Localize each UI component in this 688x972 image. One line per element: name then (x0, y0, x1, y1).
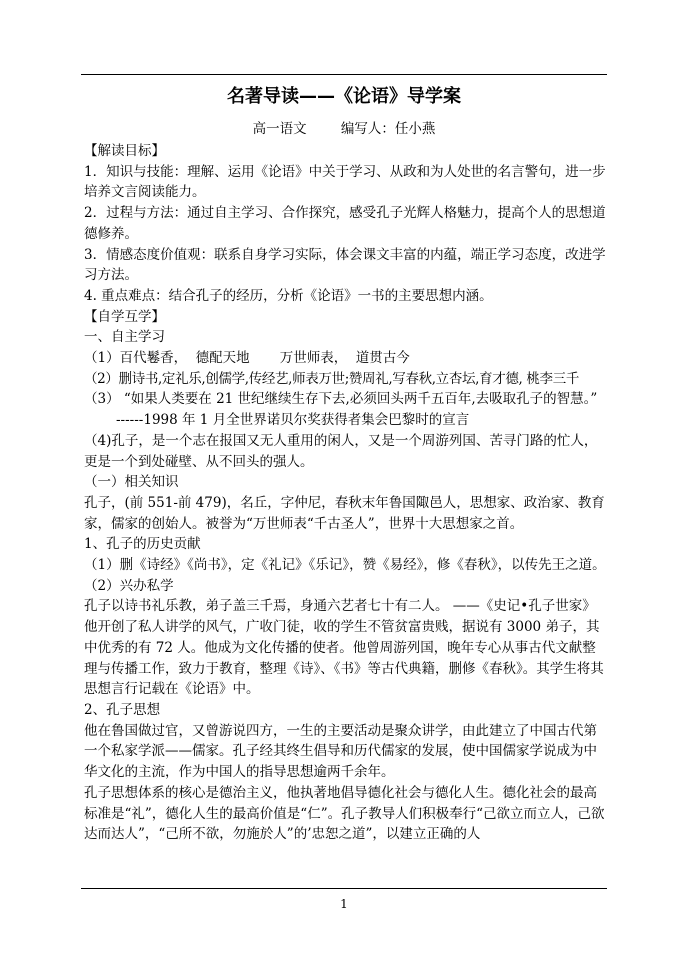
contribution-private-school: （2）兴办私学 (84, 577, 174, 594)
contribution-classics: （1）删《诗经》《尚书》，定《礼记》《乐记》，赞《易经》，修《春秋》，以传先王之道。 (84, 557, 606, 574)
item-3: （3） “如果人类要在 21 世纪继续生存下去,必须回头两千五百年,去吸取孔子的智慧。” (84, 391, 598, 408)
thought-paragraph-2: 孔子思想体系的核心是德治主义，他执著地倡导德化社会与德化人生。德化社会的最高标准是“礼”，德化人生的最高价值是“仁”。孔子教导人们积极奉行“己欲立而立人，己欲达而达人”，“己所不欲，勿施於人”的’忠恕之道”，以建立正确的人 (84, 784, 605, 843)
document-subtitle: 高一语文 编写人：任小燕 (252, 121, 436, 137)
subheading-related-knowledge: （一）相关知识 (84, 474, 179, 491)
document-title: 名著导读——《论语》导学案 (227, 86, 461, 107)
section-heading-self-study: 【自学互学】 (84, 308, 165, 325)
subheading-historical-contribution: 1、孔子的历史贡献 (84, 536, 201, 553)
header-rule (81, 74, 607, 75)
page-number: 1 (340, 897, 348, 911)
item-4: （4)孔子，是一个志在报国又无人重用的闲人，又是一个周游列国、苦寻门路的忙人，更是一个到处碰壁、从不回头的强人。 (84, 432, 598, 470)
document-body (84, 141, 606, 845)
item-1: （1）百代鬈香， 德配天地 万世师表， 道贯古今 (84, 350, 410, 367)
item-2: （2）删诗书,定礼乐,创儒学,传经艺,师表万世;赞周礼,写春秋,立杏坛,育才德, 桃李三千 (84, 370, 580, 387)
footer-rule (81, 888, 607, 889)
objective-focus: 4. 重点难点：结合孔子的经历，分析《论语》一书的主要思想内涵。 (84, 287, 493, 304)
subheading-confucian-thought: 2、孔子思想 (84, 701, 161, 718)
objective-attitude: 3．情感态度价值观：联系自身学习实际，体会课文丰富的内蕴，端正学习态度，改进学习方法。 (84, 246, 606, 284)
objective-process: 2．过程与方法：通过自主学习、合作探究，感受孔子光辉人格魅力，提高个人的思想道德修养。 (84, 205, 606, 242)
objective-knowledge: 1．知识与技能：理解、运用《论语》中关于学习、从政和为人处世的名言警句，进一步培养文言阅读能力。 (84, 163, 606, 201)
thought-paragraph-1: 他在鲁国做过官，又曾游说四方，一生的主要活动是聚众讲学，由此建立了中国古代第一个私家学派——儒家。孔子经其终生倡导和历代儒家的发展，使中国儒家学说成为中华文化的主流，作为中国人的指导思想逾两千余年。 (84, 722, 597, 781)
private-school-paragraph: 孔子以诗书礼乐教，弟子盖三千焉，身通六艺者七十有二人。 ——《史记•孔子世家》他开创了私人讲学的风气，广收门徒，收的学生不管贫富贵贱，据说有 3000 弟子，其中优秀的有 72 人。他成为文化传播的使者。他曾周游列国，晚年专心从事古代文献整理与传播工作，致力于教育，整理《诗》、《书》等古代典籍，删修《春秋》。其学生将其思想言行记载在《论语》中。 (84, 598, 604, 698)
subheading-autonomous-learning: 一、自主学习 (84, 329, 165, 346)
quote-source: ------1998 年 1 月全世界诺贝尔奖获得者集会巴黎时的宣言 (116, 412, 470, 429)
section-heading-objectives: 【解读目标】 (84, 143, 165, 159)
confucius-intro: 孔子，(前 551-前 479)，名丘，字仲尼，春秋末年鲁国陬邑人，思想家、政治家、教育家，儒家的创始人。被誉为“万世师表“千古圣人”，世界十大思想家之首。 (84, 494, 605, 532)
